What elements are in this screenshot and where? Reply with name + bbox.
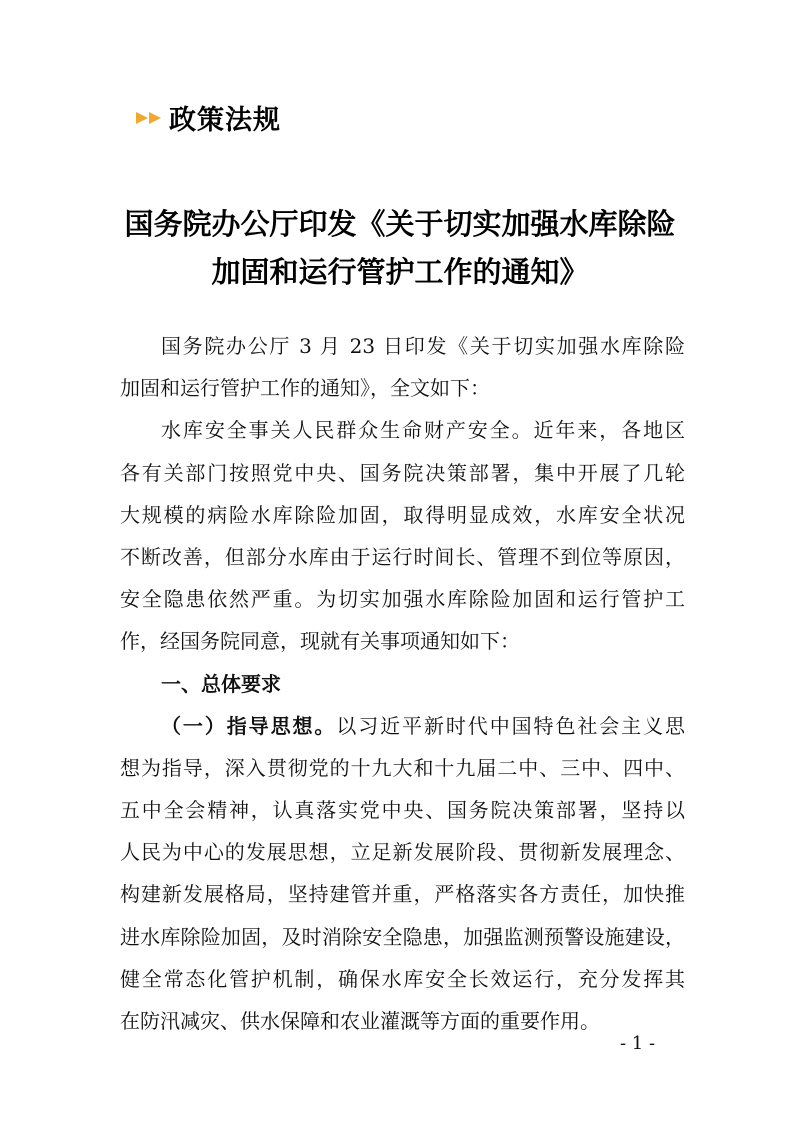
section-title: 政策法规 bbox=[169, 105, 281, 136]
paragraph-2-line-1-text: 以习近平新时代中国特色社会主义思 bbox=[336, 713, 685, 738]
title-line-2: 加固和运行管护工作的通知》 bbox=[211, 255, 589, 289]
paragraph-2-line-7: 健全常态化管护机制，确保水库安全长效运行，充分发挥其 bbox=[120, 966, 685, 991]
intro-line-1: 国务院办公厅 3 月 23 日印发《关于切实加强水库除险 bbox=[161, 334, 685, 358]
paragraph-2-line-3: 五中全会精神，认真落实党中央、国务院决策部署，坚持以 bbox=[120, 798, 685, 823]
paragraph-2-line-4: 人民为中心的发展思想，立足新发展阶段、贯彻新发展理念、 bbox=[120, 840, 685, 865]
page-number: - 1 - bbox=[620, 1033, 656, 1054]
title-line-1: 国务院办公厅印发《关于切实加强水库除险 bbox=[124, 207, 676, 241]
paragraph-1-line-1: 水库安全事关人民群众生命财产安全。近年来，各地区 bbox=[161, 418, 685, 443]
paragraph-2-line-8: 在防汛减灾、供水保障和农业灌溉等方面的重要作用。 bbox=[120, 1009, 600, 1033]
paragraph-1-line-6: 作，经国务院同意，现就有关事项通知如下： bbox=[120, 629, 520, 654]
document-body bbox=[120, 325, 685, 1042]
paragraph-1-line-5: 安全隐患依然严重。为切实加强水库除险加固和运行管护工 bbox=[120, 587, 685, 612]
double-triangle-arrow-icon bbox=[135, 108, 165, 128]
paragraph-2-line-2: 想为指导，深入贯彻党的十九大和十九届二中、三中、四中、 bbox=[120, 755, 685, 780]
intro-line-2: 加固和运行管护工作的通知》，全文如下： bbox=[120, 376, 490, 401]
paragraph-1-line-3: 大规模的病险水库除险加固，取得明显成效，水库安全状况 bbox=[120, 502, 685, 527]
paragraph-2-line-6: 进水库除险加固，及时消除安全隐患，加强监测预警设施建设， bbox=[120, 924, 685, 949]
section-heading-1: 一、总体要求 bbox=[161, 671, 281, 696]
section-header bbox=[135, 98, 281, 137]
paragraph-2-line-1 bbox=[120, 705, 685, 747]
paragraph-2-line-5: 构建新发展格局，坚持建管并重，严格落实各方责任，加快推 bbox=[120, 882, 685, 907]
paragraph-1-line-4: 不断改善，但部分水库由于运行时间长、管理不到位等原因， bbox=[120, 544, 685, 569]
paragraph-1-line-2: 各有关部门按照党中央、国务院决策部署，集中开展了几轮 bbox=[120, 460, 685, 485]
document-title bbox=[110, 200, 690, 296]
paragraph-2-lead: （一）指导思想。 bbox=[161, 713, 337, 738]
